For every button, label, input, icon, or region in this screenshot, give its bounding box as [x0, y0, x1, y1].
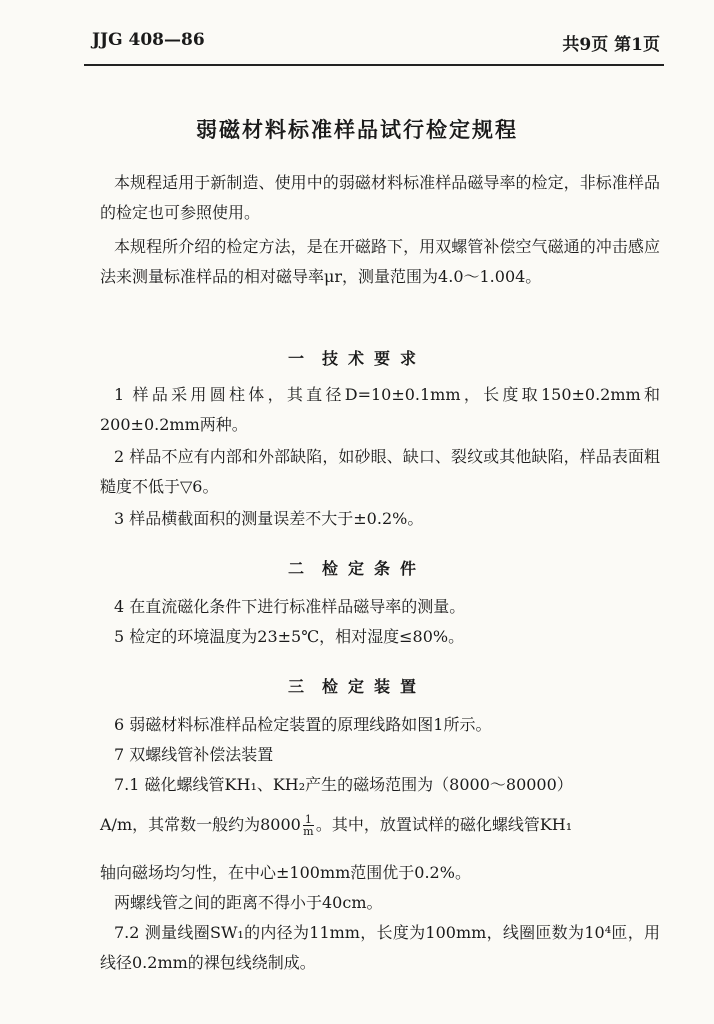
fraction [303, 814, 314, 837]
list-item: 2 样品不应有内部和外部缺陷，如砂眼、缺口、裂纹或其他缺陷，样品表面粗糙度不低于▽6。 [100, 447, 660, 496]
list-item: 6 弱磁材料标准样品检定装置的原理线路如图1所示。 [114, 715, 492, 734]
list-item: 7.1 磁化螺线管KH₁、KH₂产生的磁场范围为（8000～80000） [114, 775, 573, 794]
section-heading-2 [0, 556, 714, 579]
section-title: 检定条件 [322, 559, 427, 578]
list-item: 1 样品采用圆柱体，其直径D=10±0.1mm，长度取150±0.2mm和200±0.2mm两种。 [100, 385, 660, 434]
section-number: 三 [287, 677, 304, 696]
section-number: 二 [287, 559, 304, 578]
list-item: 7.2 测量线圈SW₁的内径为11mm，长度为100mm，线圈匝数为10⁴匝，用线径0.2mm的裸包线绕制成。 [100, 923, 660, 972]
page-header [92, 30, 660, 62]
intro-paragraph-1: 本规程适用于新制造、使用中的弱磁材料标准样品磁导率的检定，非标准样品的检定也可参照使用。 [100, 173, 660, 222]
fraction-numerator: 1 [304, 813, 312, 826]
standard-code: JJG 408—86 [92, 30, 205, 50]
header-rule [84, 64, 664, 66]
section-title: 检定装置 [322, 677, 427, 696]
text-fragment: 。其中，放置试样的磁化螺线管KH₁ [315, 815, 573, 834]
intro-paragraph-2: 本规程所介绍的检定方法，是在开磁路下，用双螺管补偿空气磁通的冲击感应法来测量标准样品的相对磁导率μr，测量范围为4.0～1.004。 [100, 237, 660, 286]
list-item: 7 双螺线管补偿法装置 [114, 745, 274, 764]
list-item-continued [100, 810, 660, 840]
document-title: 弱磁材料标准样品试行检定规程 [196, 117, 518, 142]
section-heading-3 [0, 674, 714, 697]
list-item: 4 在直流磁化条件下进行标准样品磁导率的测量。 [114, 597, 466, 616]
fraction-denominator: m [303, 825, 314, 838]
list-item: 3 样品横截面积的测量误差不大于±0.2%。 [114, 509, 424, 528]
list-item: 两螺线管之间的距离不得小于40cm。 [114, 893, 383, 912]
page-indicator: 共9页 第1页 [562, 35, 660, 55]
list-item: 5 检定的环境温度为23±5℃，相对湿度≤80%。 [114, 627, 465, 646]
section-heading-1 [0, 346, 714, 369]
text-fragment: A/m，其常数一般约为8000 [100, 815, 301, 834]
section-title: 技术要求 [322, 349, 427, 368]
list-item-continued: 轴向磁场均匀性，在中心±100mm范围优于0.2%。 [100, 863, 471, 882]
section-number: 一 [287, 349, 304, 368]
